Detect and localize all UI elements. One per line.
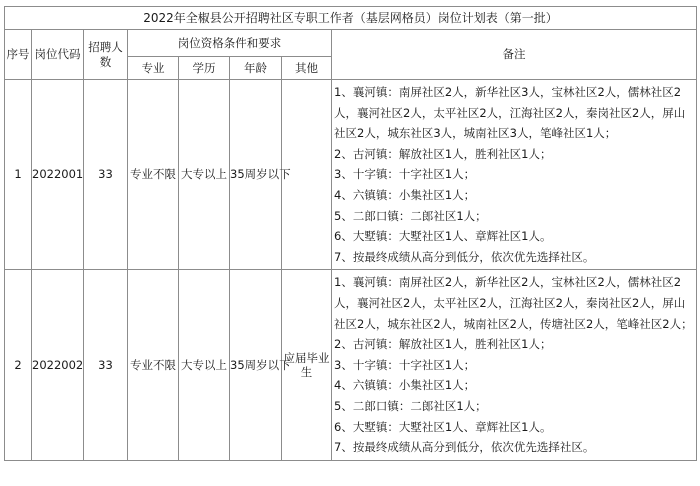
cell-education: 大专以上: [179, 270, 230, 460]
cell-seq: 2: [5, 270, 32, 460]
remark-line: 5、二郎口镇：二郎社区1人；: [334, 208, 487, 223]
remark-line: 3、十字镇：十字社区1人；: [334, 167, 476, 182]
cell-count: 33: [84, 80, 128, 270]
table-row: [5, 80, 697, 270]
table-title: 2022年全椒县公开招聘社区专职工作者（基层网格员）岗位计划表（第一批）: [5, 7, 697, 30]
remark-line: 7、按最终成绩从高分到低分，依次优先选择社区。: [334, 249, 595, 264]
remark-line: 4、六镇镇：小集社区1人；: [334, 187, 476, 202]
header-major: 专业: [128, 57, 179, 80]
cell-remarks: [332, 80, 697, 270]
position-plan-table: [4, 6, 697, 461]
header-other: 其他: [282, 57, 332, 80]
cell-age: 35周岁以下: [230, 270, 282, 460]
remark-line: 3、十字镇：十字社区1人；: [334, 357, 476, 372]
remark-line: 2、古河镇：解放社区1人，胜利社区1人；: [334, 337, 552, 352]
remark-line: 2、古河镇：解放社区1人，胜利社区1人；: [334, 146, 552, 161]
remark-line: 6、大墅镇：大墅社区1人、章辉社区1人。: [334, 229, 552, 244]
cell-education: 大专以上: [179, 80, 230, 270]
table-row: [5, 270, 697, 460]
cell-major: 专业不限: [128, 80, 179, 270]
cell-age: 35周岁以下: [230, 80, 282, 270]
cell-count: 33: [84, 270, 128, 460]
header-remarks: 备注: [332, 30, 697, 80]
remark-line: 1、襄河镇：南屏社区2人，新华社区2人，宝林社区2人，儒林社区2人，襄河社区2人，太平社区2人，江海社区2人，秦岗社区2人，屏山社区2人，城东社区2人，城南社区2人，传塘社区2人，笔峰社区2人；: [334, 275, 693, 331]
header-education: 学历: [179, 57, 230, 80]
cell-code: 2022002: [32, 270, 84, 460]
remark-line: 7、按最终成绩从高分到低分，依次优先选择社区。: [334, 440, 595, 455]
header-qualifications: 岗位资格条件和要求: [128, 30, 332, 57]
cell-seq: 1: [5, 80, 32, 270]
cell-code: 2022001: [32, 80, 84, 270]
header-code: 岗位代码: [32, 30, 84, 80]
remark-line: 6、大墅镇：大墅社区1人、章辉社区1人。: [334, 419, 552, 434]
remark-line: 4、六镇镇：小集社区1人；: [334, 378, 476, 393]
header-count: 招聘人数: [84, 30, 128, 80]
cell-other: 应届毕业生: [282, 270, 332, 460]
cell-remarks: [332, 270, 697, 460]
header-seq: 序号: [5, 30, 32, 80]
cell-major: 专业不限: [128, 270, 179, 460]
header-age: 年龄: [230, 57, 282, 80]
remark-line: 5、二郎口镇：二郎社区1人；: [334, 398, 487, 413]
remark-line: 1、襄河镇：南屏社区2人，新华社区3人，宝林社区2人，儒林社区2人，襄河社区2人，太平社区2人，江海社区2人，秦岗社区2人，屏山社区2人，城东社区3人，城南社区3人，笔峰社区1人；: [334, 85, 686, 141]
